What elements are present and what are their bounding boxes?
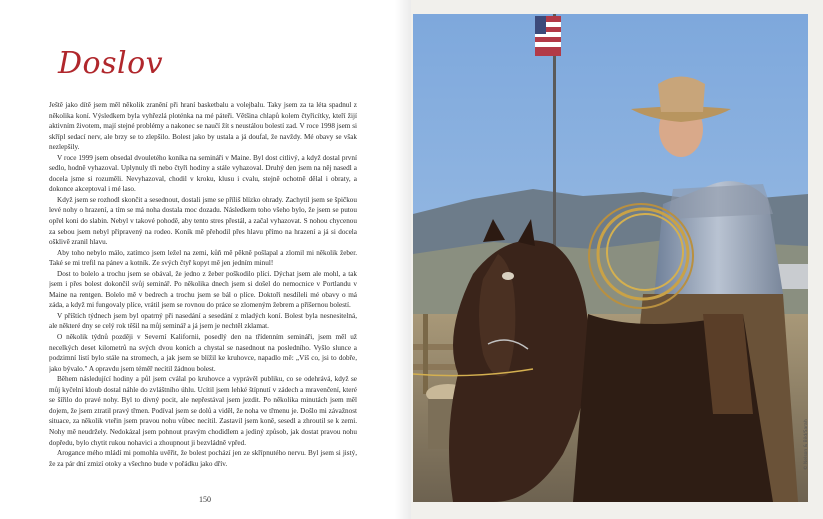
left-page — [0, 0, 411, 519]
paragraph: V příštích týdnech jsem byl opatrný při nasedání a sesedání z mladých koní. Bolest byla nesnesitelná, ale některé dny se celý rok těšil na můj seminář a já jsem je nechtěl zklamat. — [49, 311, 357, 331]
paragraph: O několik týdnů později v Severní Kalifornii, posedlý den na třídenním semináři, jsem měl už necelkých deset kilometrů na svých dvou koních a chystal se nasednout na posledního. Vyšlo slunce a podzimní listí bylo stále na stromech, a jak jsem se blížil ke kruhovce, napadlo mě: „Víš co, jsi to dobře, jako bývalo." A opravdu jsem téměř necítil žádnou bolest. — [49, 333, 357, 373]
chapter-title: Doslov — [58, 46, 164, 81]
paragraph: Když jsem se rozhodl skončit a sesednout, dostali jsme se příliš blízko ohrady. Zachytil jsem se špičkou levé nohy o hrazení, a tím se má noha dostala moc dozadu. Následkem toho všeho bylo, že jsem se putou opřel koni do slabin. Nebyl v takové pohodě, aby tento stres přestál, a začal vyhazovat. S nohou chycenou za sebou jsem nebyl připravený na rodeo. Koník mě přehodil přes hlavu přímo na hrazení a já si docela ošklivě zranil hlavu. — [49, 195, 357, 247]
paragraph: Během následující hodiny a půl jsem cválal po kruhovce a vyprávěl publiku, co se odehrává, když se můj kyčelní kloub dostal náhle do zvláštního úhlu. Ucítil jsem lehké štípnutí v zádech a mravenčení, které se šířilo do pravé nohy. Byl to divný pocit, ale nepřestával jsem jezdit. Po několika minutách jsem měl dojem, že jsem ztratil pravý třmen. Podíval jsem se dolů a viděl, že noha ve třmenu je. Došlo mi závažnost situace, za několik vteřin jsem pravou nohu vůbec necítil. Zastavil jsem koně, sesedl a zhroutil se k zemi. Nohy mě neudržely. Nedokázal jsem pohnout pravým chodidlem a jediný způsob, jak dostat pravou nohu dopředu, bylo chytit rukou nohavici a zhoupnout ji bezvládně vpřed. — [49, 375, 357, 447]
photo-credit: © Nelson & Bild/Sarah — [804, 419, 809, 470]
paragraph: Aby toho nebylo málo, zatímco jsem ležel na zemi, kůň mě pěkně pošlapal a zlomil mi několik žeber. Také se mi trefil na pánev a kotník. Ze svých čtyř kopyt mě jen jedním minul! — [49, 248, 357, 268]
body-text — [49, 100, 357, 485]
paragraph: Ještě jako dítě jsem měl několik zranění při hraní basketbalu a volejbalu. Taky jsem za ta léta spadnul z několika koní. Výsledkem byla vyhřezlá ploténka na mé páteři. Většina chlapů kolem čtyřicítky, kteří žijí aktivním životem, mají stejné problémy a nakonec se naučí žít s neustálou bolestí zad. V roce 1998 jsem si skřípl sedací nerv, ale brzy se to zlepšilo. Bolest jako by ustala a já doufal, že navždy. Mé obavy se však nezlepšily. — [49, 101, 357, 152]
cowboy-illustration — [413, 14, 808, 502]
paragraph: V roce 1999 jsem obsedal dvouletého koníka na semináři v Maine. Byl dost citlivý, a když dostal první sedlo, hodně vyhazoval. Uplynuly tři nebo čtyři hodiny a stále vyhazoval. Druhý den jsem na něj nasedl a docela jsme si rozuměli. Nevyhazoval, chodil v kroku, klusu i cvalu, stejně ochotně dělal i obraty, a dokonce akceptoval i mé laso. — [49, 153, 357, 194]
page-number: 150 — [199, 495, 211, 504]
cowboy-photo — [413, 14, 808, 502]
gutter-shadow — [395, 0, 411, 519]
paragraph: Arogance mého mládí mi pomohla uvěřit, že bolest pochází jen ze skřípnutého nervu. Byl jsem si jistý, že za pár dní zmizí otoky a všechno bude v pořádku jako dřív. — [49, 449, 357, 468]
paragraph: Dost to bolelo a trochu jsem se obával, že jedno z žeber poškodilo plíci. Dýchat jsem ale mohl, a tak jsem i přes bolest dokončil svůj seminář. Po několika dnech jsem si došel do nemocnice v Portlandu v Maine na rentgen. Bolelo mě v bedrech a trochu jsem se bál o plíce. Doktoři nesdíleli mé obavy o má záda, a když mi fungovaly plíce, vrátil jsem se rovnou do práce se zlomeným žebrem a příšernou bolestí. — [49, 269, 357, 310]
